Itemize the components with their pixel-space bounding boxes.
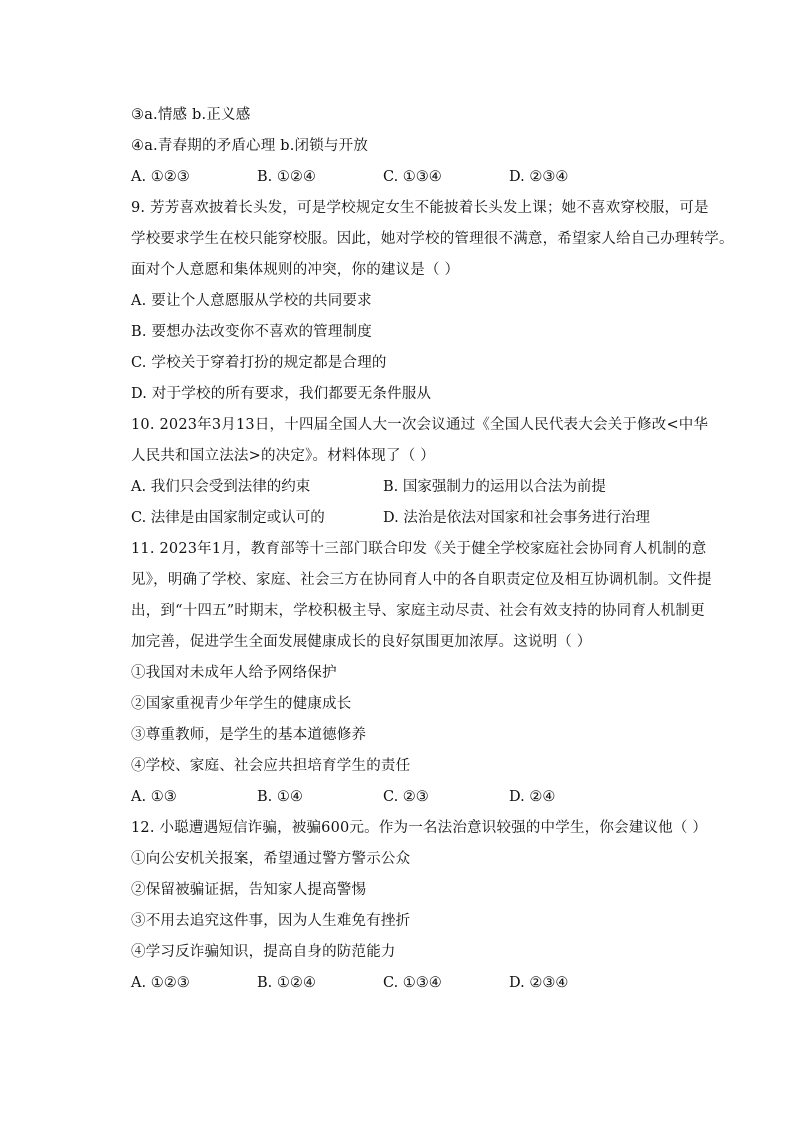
q10-option-c: C. 法律是由国家制定或认可的 [131, 510, 325, 526]
page-content [131, 100, 734, 999]
q11-stem-line: 出，到“十四五”时期末，学校积极主导、家庭主动尽责、社会有效支持的协同育人机制更 [131, 603, 705, 619]
q9-option-c: C. 学校关于穿着打扮的规定都是合理的 [131, 355, 387, 371]
q12-stem [131, 813, 711, 844]
q10-options-row-1 [131, 472, 711, 503]
q9-option-b: B. 要想办法改变你不喜欢的管理制度 [131, 324, 372, 340]
q10-option-d: D. 法治是依法对国家和社会事务进行治理 [383, 510, 650, 526]
question-9 [131, 193, 734, 410]
q12-option-a: A. ①②③ [131, 975, 190, 991]
q11-item-2: ②国家重视青少年学生的健康成长 [131, 696, 352, 712]
q12-option-b: B. ①②④ [257, 975, 316, 991]
q8-options [131, 162, 711, 193]
q11-item-4: ④学校、家庭、社会应共担培育学生的责任 [131, 758, 411, 774]
q11-item-1: ①我国对未成年人给予网络保护 [131, 665, 337, 681]
q8-option-c: C. ①③④ [383, 169, 442, 185]
q12-item-2: ②保留被骗证据，告知家人提高警惕 [131, 882, 367, 898]
q11-item-3: ③尊重教师，是学生的基本道德修养 [131, 727, 367, 743]
q9-stem-line: 学校要求学生在校只能穿校服。因此，她对学校的管理很不满意，希望家人给自己办理转学。 [131, 231, 734, 247]
q12-item-4: ④学习反诈骗知识，提高自身的防范能力 [131, 944, 396, 960]
q12-options [131, 968, 711, 999]
q12-item-1: ①向公安机关报案，希望通过警方警示公众 [131, 851, 411, 867]
q11-stem [131, 534, 711, 658]
q12-option-c: C. ①③④ [383, 975, 442, 991]
q12-option-d: D. ②③④ [509, 975, 569, 991]
q10-stem [131, 410, 711, 472]
q12-stem-line: 12. 小聪遭遇短信诈骗，被骗600元。作为一名法治意识较强的中学生，你会建议他（ ） [131, 820, 708, 836]
q9-option-a: A. 要让个人意愿服从学校的共同要求 [131, 293, 372, 309]
q8-option-d: D. ②③④ [509, 169, 569, 185]
q11-options [131, 782, 711, 813]
q9-stem [131, 193, 734, 286]
q10-stem-line: 10. 2023年3月13日，十四届全国人大一次会议通过《全国人民代表大会关于修改<中华 [131, 417, 709, 433]
q8-item-3: ③a.情感 b.正义感 [131, 107, 251, 123]
q8-item-4: ④a.青春期的矛盾心理 b.闭锁与开放 [131, 138, 369, 154]
q11-stem-line: 11. 2023年1月，教育部等十三部门联合印发《关于健全学校家庭社会协同育人机制的意 [131, 541, 707, 557]
q11-stem-line: 见》，明确了学校、家庭、社会三方在协同育人中的各自职责定位及相互协调机制。文件提 [131, 572, 712, 588]
q10-stem-line: 人民共和国立法法>的决定》。材料体现了（ ） [131, 448, 435, 464]
q9-stem-line: 9. 芳芳喜欢披着长头发，可是学校规定女生不能披着长头发上课；她不喜欢穿校服，可是 [131, 200, 709, 216]
q11-option-c: C. ②③ [383, 789, 429, 805]
q11-option-d: D. ②④ [509, 789, 556, 805]
question-12 [131, 813, 711, 999]
q10-option-a: A. 我们只会受到法律的约束 [131, 479, 311, 495]
q11-option-a: A. ①③ [131, 789, 177, 805]
q10-option-b: B. 国家强制力的运用以合法为前提 [383, 479, 606, 495]
q9-option-d: D. 对于学校的所有要求，我们都要无条件服从 [131, 386, 432, 402]
q10-options-row-2 [131, 503, 711, 534]
q9-stem-line: 面对个人意愿和集体规则的冲突，你的建议是（ ） [131, 262, 460, 278]
q8-option-b: B. ①②④ [257, 169, 316, 185]
q12-item-3: ③不用去追究这件事，因为人生难免有挫折 [131, 913, 411, 929]
q11-stem-line: 加完善，促进学生全面发展健康成长的良好氛围更加浓厚。这说明（ ） [131, 634, 592, 650]
question-8 [131, 100, 711, 193]
question-10 [131, 410, 711, 534]
q11-option-b: B. ①④ [257, 789, 303, 805]
q8-option-a: A. ①②③ [131, 169, 190, 185]
question-11 [131, 534, 711, 813]
